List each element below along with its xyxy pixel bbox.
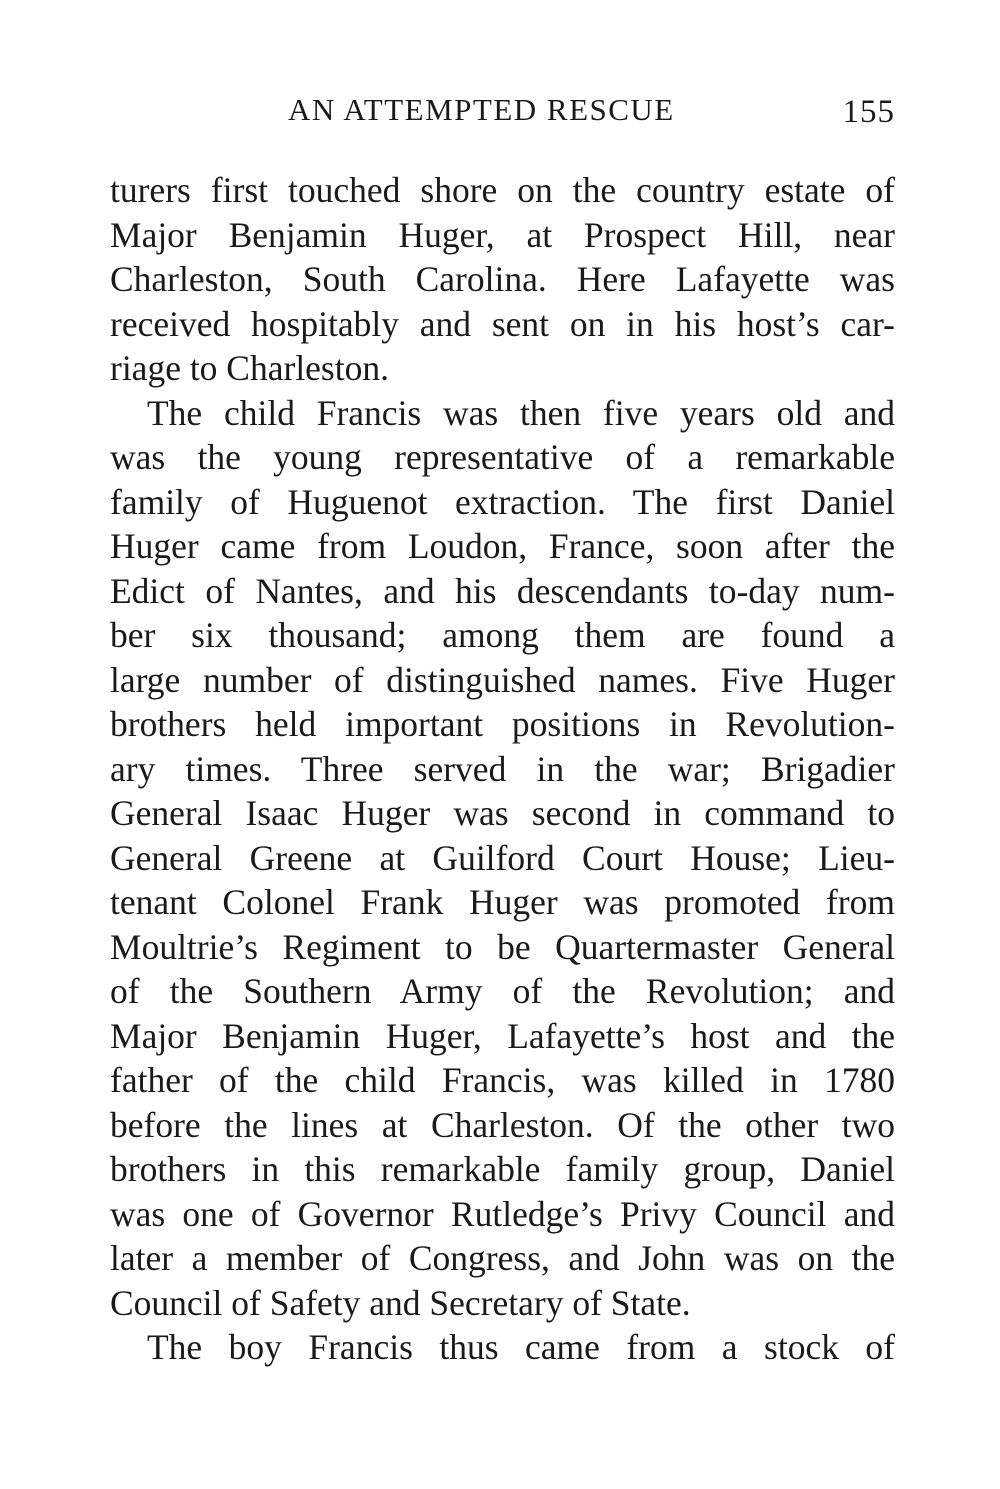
running-title: AN ATTEMPTED RESCUE [288,92,675,127]
text-line: Edict of Nantes, and his descendants to-day num- [110,570,895,611]
text-line: Council of Safety and Secretary of State. [110,1282,691,1323]
page-number: 155 [842,94,895,130]
text-line: The boy Francis thus came from a stock of [147,1327,895,1367]
text-line: brothers held important positions in Revolution- [110,704,895,744]
text-line: ary times. Three served in the war; Brigadier [110,748,895,789]
text-line: Major Benjamin Huger, Lafayette’s host and the [110,1015,895,1056]
text-line: Huger came from Loudon, France, soon after the [110,526,895,566]
body-text [110,168,895,1370]
text-line: was one of Governor Rutledge’s Privy Council and [110,1193,895,1234]
text-line: of the Southern Army of the Revolution; and [110,971,895,1011]
text-line: later a member of Congress, and John was on the [110,1238,895,1278]
text-line: General Greene at Guilford Court House; Lieu- [110,837,895,878]
text-line: riage to Charleston. [110,348,389,388]
text-line: Moultrie’s Regiment to be Quartermaster General [110,926,895,967]
text-line: received hospitably and sent on in his host’s car- [110,303,895,344]
text-line: before the lines at Charleston. Of the other two [110,1104,895,1145]
text-line: General Isaac Huger was second in command to [110,793,895,833]
text-line: tenant Colonel Frank Huger was promoted from [110,882,895,922]
text-line: The child Francis was then five years old and [147,392,895,433]
text-line: large number of distinguished names. Five Huger [110,659,895,700]
text-line: Charleston, South Carolina. Here Lafayette was [110,259,895,299]
text-line: brothers in this remarkable family group, Daniel [110,1149,895,1189]
text-line: family of Huguenot extraction. The first Daniel [110,481,895,522]
text-line: turers first touched shore on the country estate of [110,170,895,210]
text-line: was the young representative of a remarkable [110,437,895,477]
running-head [110,90,895,130]
text-line: father of the child Francis, was killed in 1780 [110,1060,895,1100]
text-line: ber six thousand; among them are found a [110,615,895,655]
text-line: Major Benjamin Huger, at Prospect Hill, near [110,214,895,255]
